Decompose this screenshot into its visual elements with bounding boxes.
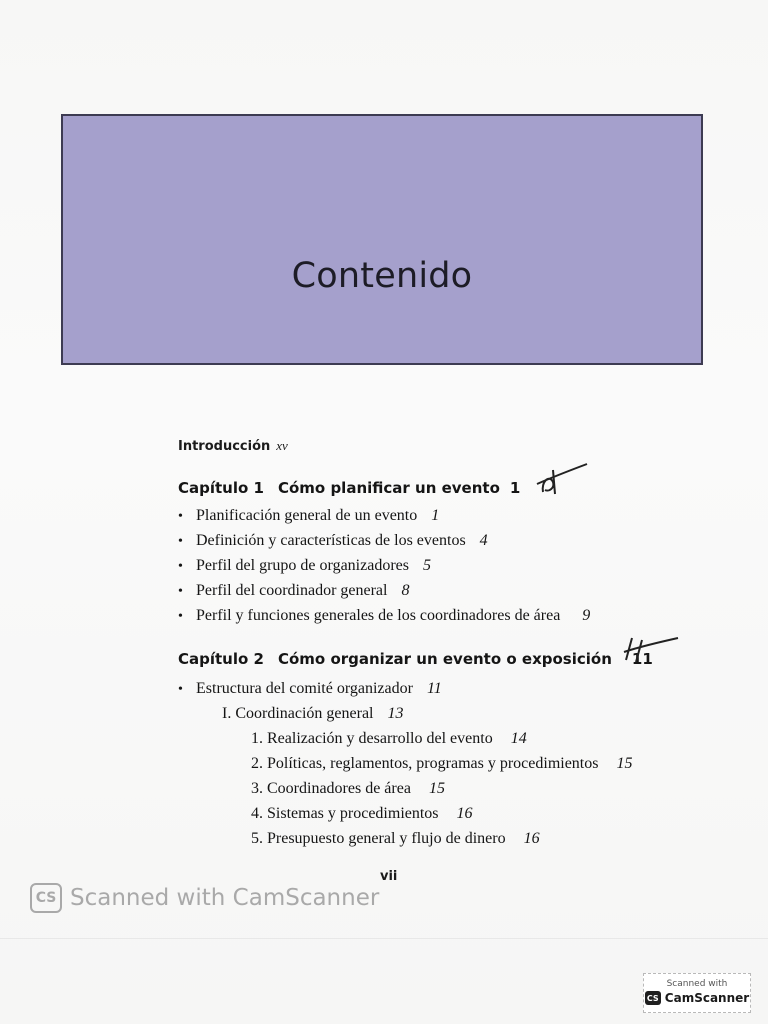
chapter-title: Cómo organizar un evento o exposición bbox=[277, 650, 612, 668]
chapter-page: 1 bbox=[509, 479, 521, 497]
list-item bbox=[178, 532, 488, 550]
item-page: 8 bbox=[401, 582, 410, 599]
subsection-entry bbox=[251, 755, 632, 773]
bullet-icon: • bbox=[178, 509, 183, 524]
section-text: I. Coordinación general bbox=[222, 705, 374, 722]
camscanner-logo-icon: CS bbox=[30, 883, 62, 913]
subsection-text: 4. Sistemas y procedimientos bbox=[251, 805, 439, 822]
subsection-page: 14 bbox=[510, 730, 527, 747]
chapter-1-heading bbox=[178, 479, 520, 497]
item-page: 11 bbox=[426, 680, 442, 697]
camscanner-badge bbox=[643, 973, 751, 1013]
item-text: Definición y características de los eventos bbox=[196, 532, 466, 549]
subsection-text: 3. Coordinadores de área bbox=[251, 780, 411, 797]
item-page: 9 bbox=[582, 607, 591, 624]
intro-page: xv bbox=[276, 438, 288, 453]
subsection-page: 16 bbox=[456, 805, 473, 822]
chapter-number: Capítulo 2 bbox=[178, 650, 264, 668]
intro-entry bbox=[178, 438, 288, 455]
scanner-watermark bbox=[30, 883, 379, 913]
badge-brand-row bbox=[644, 991, 750, 1005]
item-text: Perfil del grupo de organizadores bbox=[196, 557, 409, 574]
handwritten-mark-icon bbox=[535, 462, 590, 505]
item-page: 1 bbox=[431, 507, 440, 524]
badge-brand-name: CamScanner bbox=[664, 991, 750, 1005]
list-item bbox=[178, 582, 409, 600]
subsection-text: 5. Presupuesto general y flujo de dinero bbox=[251, 830, 506, 847]
bullet-icon: • bbox=[178, 609, 183, 624]
subsection-entry bbox=[251, 830, 540, 848]
list-item bbox=[178, 680, 442, 698]
page-number: vii bbox=[380, 869, 398, 884]
intro-label: Introducción bbox=[178, 439, 271, 454]
page-title: Contenido bbox=[291, 256, 473, 296]
subsection-entry bbox=[251, 805, 473, 823]
page-edge-divider bbox=[0, 938, 768, 939]
chapter-number: Capítulo 1 bbox=[178, 479, 264, 497]
bullet-icon: • bbox=[178, 534, 183, 549]
subsection-entry bbox=[251, 730, 527, 748]
chapter-2-heading bbox=[178, 650, 653, 668]
subsection-text: 1. Realización y desarrollo del evento bbox=[251, 730, 493, 747]
section-page: 13 bbox=[387, 705, 404, 722]
item-text: Estructura del comité organizador bbox=[196, 680, 413, 697]
handwritten-mark-icon bbox=[622, 634, 680, 673]
list-item bbox=[178, 507, 439, 525]
item-page: 4 bbox=[479, 532, 488, 549]
item-page: 5 bbox=[422, 557, 431, 574]
subsection-text: 2. Políticas, reglamentos, programas y procedimientos bbox=[251, 755, 599, 772]
chapter-page: 11 bbox=[631, 650, 653, 668]
contents-header-banner bbox=[61, 114, 703, 365]
list-item bbox=[178, 557, 431, 575]
bullet-icon: • bbox=[178, 559, 183, 574]
subsection-page: 15 bbox=[616, 755, 633, 772]
chapter-title: Cómo planificar un evento bbox=[277, 479, 500, 497]
watermark-text: Scanned with CamScanner bbox=[70, 885, 380, 911]
subsection-entry bbox=[251, 780, 445, 798]
camscanner-badge-icon: CS bbox=[645, 991, 661, 1005]
subsection-page: 16 bbox=[523, 830, 540, 847]
item-text: Perfil y funciones generales de los coordinadores de área bbox=[196, 607, 561, 624]
badge-caption: Scanned with bbox=[666, 979, 728, 989]
bullet-icon: • bbox=[178, 584, 183, 599]
subsection-page: 15 bbox=[428, 780, 445, 797]
bullet-icon: • bbox=[178, 682, 183, 697]
item-text: Planificación general de un evento bbox=[196, 507, 418, 524]
item-text: Perfil del coordinador general bbox=[196, 582, 388, 599]
section-entry bbox=[222, 705, 404, 723]
list-item bbox=[178, 607, 590, 625]
